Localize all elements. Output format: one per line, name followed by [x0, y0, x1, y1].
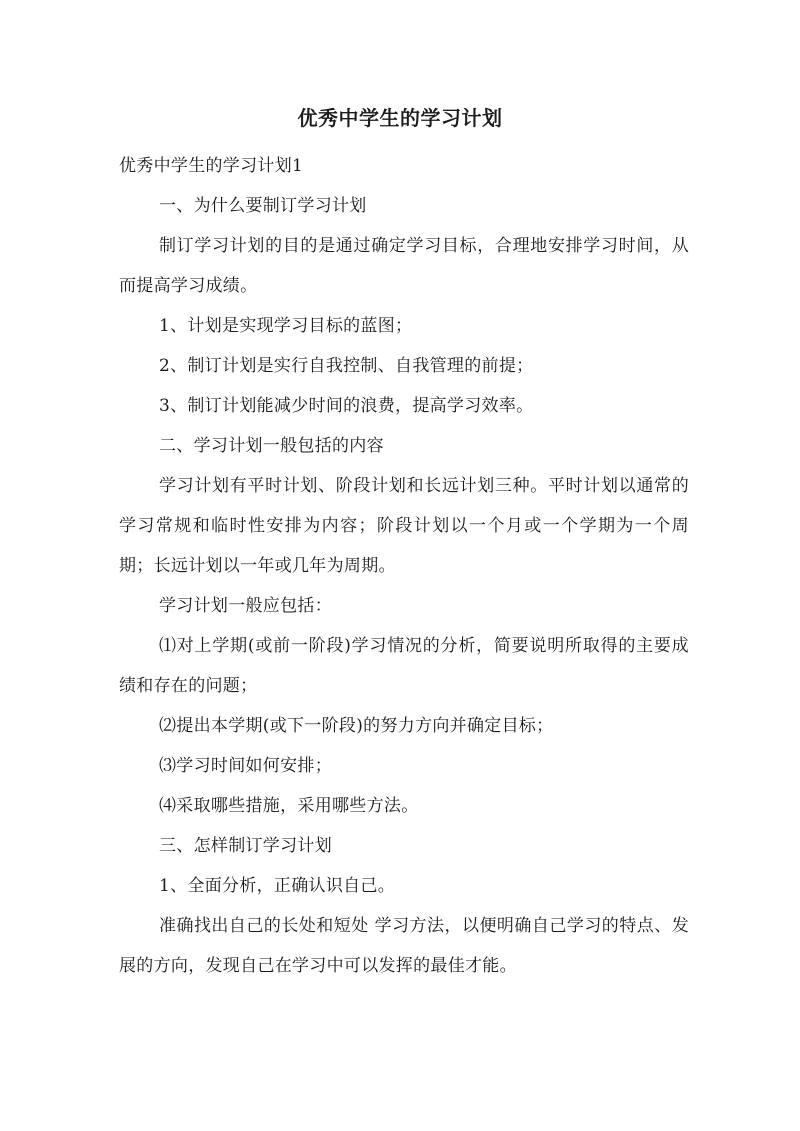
paragraph-purpose: 制订学习计划的目的是通过确定学习目标，合理地安排学习时间，从而提高学习成绩。 — [119, 236, 689, 296]
paragraph-plan-includes: 学习计划一般应包括： — [159, 596, 332, 616]
heading-how-to-plan: 三、怎样制订学习计划 — [159, 836, 332, 856]
section-subtitle: 优秀中学生的学习计划1 — [119, 156, 304, 176]
document-title: 优秀中学生的学习计划 — [297, 106, 503, 130]
document-body — [119, 146, 689, 986]
paragraph-plan-types: 学习计划有平时计划、阶段计划和长远计划三种。平时计划以通常的学习常规和临时性安排为内容；阶段计划以一个月或一个学期为一个周期；长远计划以一年或几年为周期。 — [119, 476, 689, 576]
list-item-1: 1、计划是实现学习目标的蓝图； — [159, 316, 413, 336]
list-item-analyze-self: 1、全面分析，正确认识自己。 — [159, 876, 396, 896]
list-item-2: 2、制订计划是实行自我控制、自我管理的前提； — [159, 356, 534, 376]
heading-why-plan: 一、为什么要制订学习计划 — [159, 196, 367, 216]
paragraph-strengths: 准确找出自己的长处和短处 学习方法，以便明确自己学习的特点、发展的方向，发现自己在学习中可以发挥的最佳才能。 — [119, 916, 689, 976]
list-item-time: ⑶学习时间如何安排； — [159, 756, 332, 776]
list-item-goals: ⑵提出本学期(或下一阶段)的努力方向并确定目标； — [159, 716, 554, 736]
heading-plan-contents: 二、学习计划一般包括的内容 — [159, 436, 384, 456]
list-item-3: 3、制订计划能减少时间的浪费，提高学习效率。 — [159, 396, 534, 416]
list-item-analysis: ⑴对上学期(或前一阶段)学习情况的分析，简要说明所取得的主要成绩和存在的问题； — [119, 636, 689, 696]
list-item-methods: ⑷采取哪些措施，采用哪些方法。 — [159, 796, 419, 816]
